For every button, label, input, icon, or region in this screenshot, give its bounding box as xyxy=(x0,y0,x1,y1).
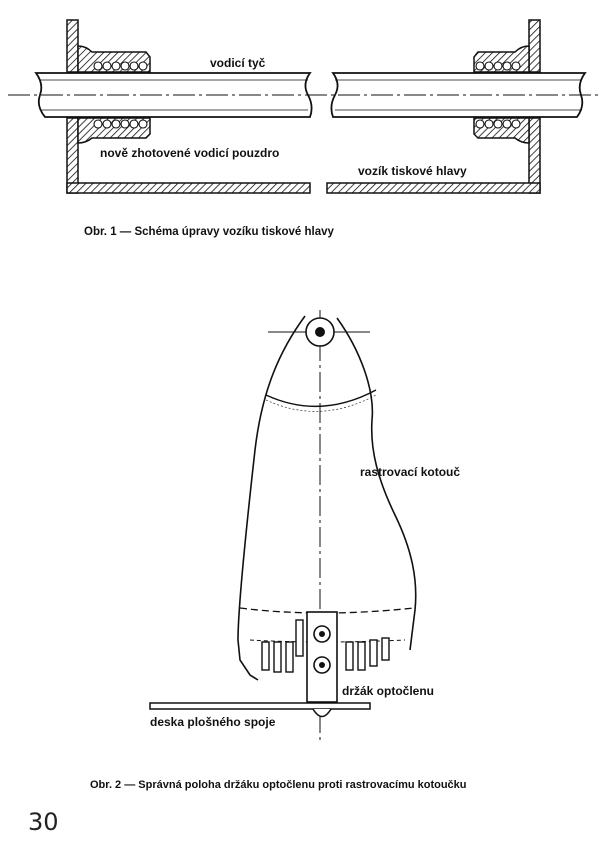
guide-rod xyxy=(8,73,598,117)
disc-label: rastrovací kotouč xyxy=(360,465,461,479)
disc-upper-arc xyxy=(266,390,376,406)
figure-2-caption: Obr. 2 — Správná poloha držáku optočlenu proti rastrovacímu kotoučku xyxy=(90,779,467,791)
optocoupler-holder xyxy=(307,612,337,702)
figure-1-caption: Obr. 1 — Schéma úpravy vozíku tiskové hlavy xyxy=(84,226,334,238)
page-number: 30 xyxy=(28,808,59,836)
pivot-hub xyxy=(306,318,334,346)
rod-label: vodicí tyč xyxy=(210,56,266,70)
holder-label: držák optočlenu xyxy=(342,684,435,698)
bushing-label: nově zhotovené vodicí pouzdro xyxy=(100,146,280,160)
pcb-label: deska plošného spoje xyxy=(150,715,276,729)
figure-2-diagram xyxy=(0,280,600,780)
carriage-label: vozík tiskové hlavy xyxy=(358,164,467,178)
figure-1-diagram xyxy=(0,0,600,215)
